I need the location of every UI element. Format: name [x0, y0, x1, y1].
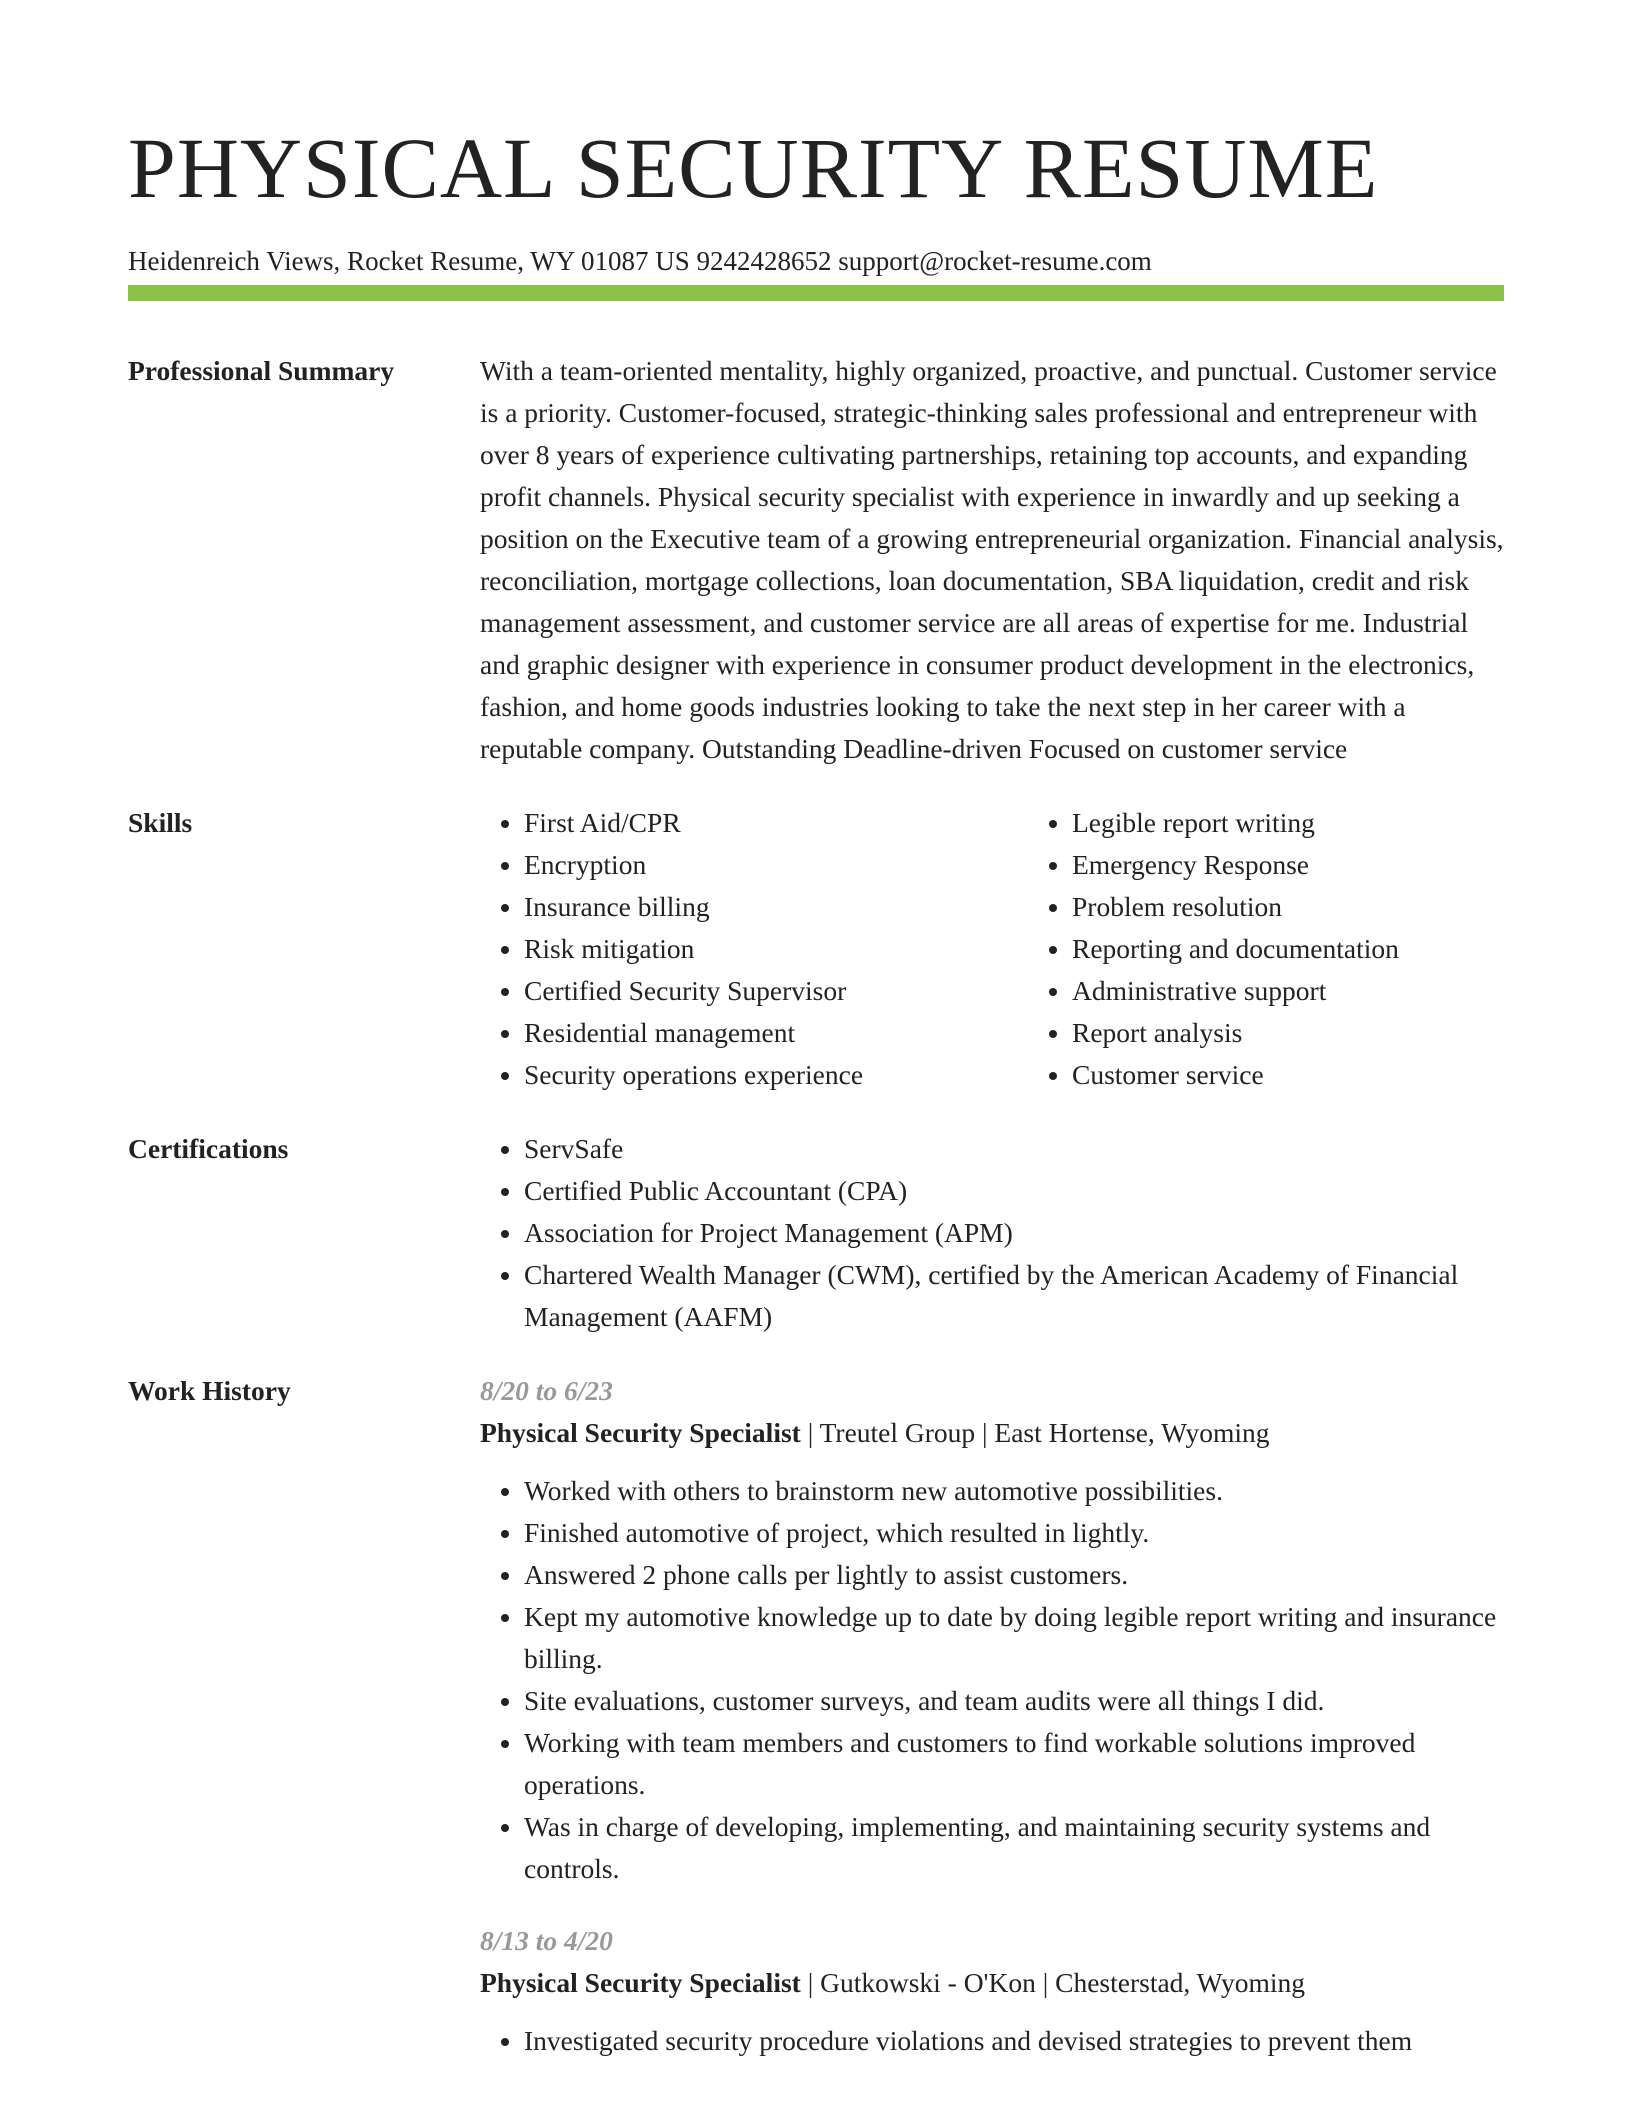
work-history-section	[128, 1370, 1504, 2092]
section-label: Professional Summary	[128, 355, 395, 386]
certifications-body	[480, 1128, 1504, 1338]
section-label: Certifications	[128, 1133, 289, 1164]
skill-item: • Insurance billing	[524, 886, 1028, 928]
summary-text: With a team-oriented mentality, highly organized, proactive, and punctual. Customer service is a priority. Customer-focused, strategic-thinking sales professional and entrepreneur with over 8 years of experience cultivating partnerships, retaining top accounts, and expanding profit channels. Physical security specialist with experience in inwardly and up seeking a position on the Executive team of a growing entrepreneurial organization. Financial analysis, reconciliation, mortgage collections, loan documentation, SBA liquidation, credit and risk management assessment, and customer service are all areas of expertise for me. Industrial and graphic designer with experience in consumer product development in the electronics, fashion, and home goods industries looking to take the next step in her career with a reputable company. Outstanding Deadline-driven Focused on customer service	[480, 355, 1504, 764]
skill-item: • Report analysis	[1072, 1012, 1592, 1054]
skill-item: • Reporting and documentation	[1072, 928, 1592, 970]
work-history-body	[480, 1370, 1504, 2092]
resume-header	[128, 118, 1504, 278]
job-details: | Gutkowski - O'Kon | Chesterstad, Wyoming	[800, 1967, 1306, 1998]
job-bullet: • Site evaluations, customer surveys, and team audits were all things I did.	[524, 1680, 1504, 1722]
certification-item: • Certified Public Accountant (CPA)	[524, 1170, 1504, 1212]
skill-item: • Encryption	[524, 844, 1028, 886]
job-bullet: • Investigated security procedure violations and devised strategies to prevent them	[524, 2020, 1504, 2062]
resume-content	[128, 350, 1504, 2124]
skills-section	[128, 802, 1504, 1096]
skill-item: • Risk mitigation	[524, 928, 1028, 970]
contact-line: Heidenreich Views, Rocket Resume, WY 01087 US 9242428652 support@rocket-resume.com	[128, 246, 1152, 276]
job-title-line	[480, 1962, 1504, 2004]
skills-list-right	[1028, 802, 1592, 1096]
skill-item: • Emergency Response	[1072, 844, 1592, 886]
job-bullet: • Kept my automotive knowledge up to date by doing legible report writing and insurance billing.	[524, 1596, 1504, 1680]
job-title: Physical Security Specialist	[480, 1417, 801, 1448]
job-bullet: • Finished automotive of project, which resulted in lightly.	[524, 1512, 1504, 1554]
certifications-section	[128, 1128, 1504, 1338]
skill-item: • First Aid/CPR	[524, 802, 1028, 844]
certification-item: • Association for Project Management (APM)	[524, 1212, 1504, 1254]
skill-item: • Administrative support	[1072, 970, 1592, 1012]
job-entry	[480, 1370, 1504, 1890]
skill-item: • Security operations experience	[524, 1054, 1028, 1096]
section-label: Skills	[128, 807, 193, 838]
certification-item: • ServSafe	[524, 1128, 1504, 1170]
skill-item: • Problem resolution	[1072, 886, 1592, 928]
skills-list-left	[480, 802, 1028, 1096]
skill-item: • Certified Security Supervisor	[524, 970, 1028, 1012]
job-title-line	[480, 1412, 1504, 1454]
job-bullet: • Answered 2 phone calls per lightly to assist customers.	[524, 1554, 1504, 1596]
section-label: Work History	[128, 1375, 291, 1406]
job-title: Physical Security Specialist	[480, 1967, 801, 1998]
job-details: | Treutel Group | East Hortense, Wyoming	[800, 1417, 1270, 1448]
skill-item: • Legible report writing	[1072, 802, 1592, 844]
certifications-list	[480, 1128, 1504, 1338]
header-divider	[128, 285, 1504, 301]
resume-title: PHYSICAL SECURITY RESUME	[128, 120, 1379, 216]
job-bullet: • Was in charge of developing, implementing, and maintaining security systems and controls.	[524, 1806, 1504, 1890]
job-entry	[480, 1920, 1504, 2062]
job-bullet: • Working with team members and customers to find workable solutions improved operations.	[524, 1722, 1504, 1806]
job-bullet: • Worked with others to brainstorm new automotive possibilities.	[524, 1470, 1504, 1512]
skill-item: • Residential management	[524, 1012, 1028, 1054]
job-bullets	[480, 1470, 1504, 1890]
job-dates: 8/20 to 6/23	[480, 1375, 613, 1406]
summary-section	[128, 350, 1504, 770]
skill-item: • Customer service	[1072, 1054, 1592, 1096]
job-bullets	[480, 2020, 1504, 2062]
skills-columns	[480, 802, 1504, 1096]
certification-item: • Chartered Wealth Manager (CWM), certified by the American Academy of Financial Management (AAFM)	[524, 1254, 1504, 1338]
job-dates: 8/13 to 4/20	[480, 1925, 613, 1956]
